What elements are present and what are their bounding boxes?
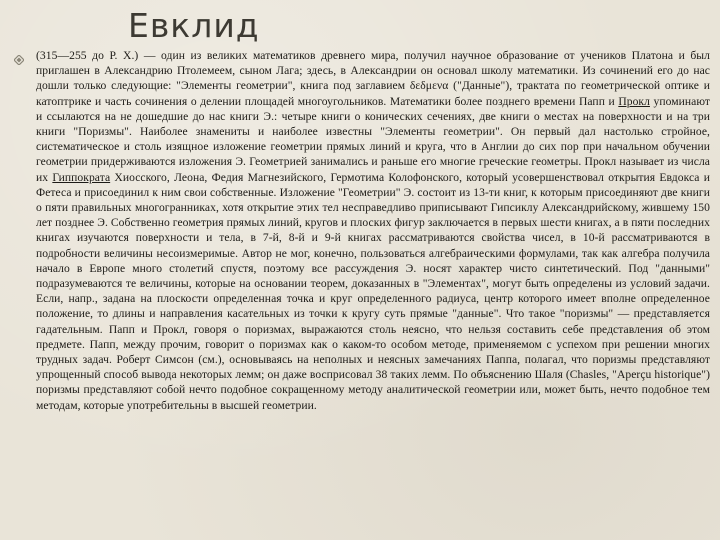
paragraph-part-2: упоминают и ссылаются на не дошедшие до нас книги Э.: четыре книги о конических сечениях, две книги о местах на поверхности и на три книги "Поризмы". Наиболее знамениты и наиболее известны "Элементы геометрии". Он первый дал настолько стройное, систематическое и столь изящное изложение геометрии прямых линий и круга, что в Англии до сих пор при начальном обучении геометрии придерживаются изложения Э. Геометрией занимались и раньше его многие греческие геометры. Прокл называет из числа их [36, 94, 710, 184]
article-paragraph [36, 48, 710, 413]
proclus-link[interactable]: Прокл [618, 94, 650, 108]
diamond-bullet-icon [14, 55, 24, 65]
hippocrates-link[interactable]: Гиппократа [52, 170, 111, 184]
paragraph-part-1: (315—255 до Р. Х.) — один из великих математиков древнего мира, получил научное образование от учеников Платона и был приглашен в Александрию Птолемеем, сыном Лага; здесь, в Александрии он основал школу математики. Из сочинений его до нас дошли только следующие: "Элементы геометрии", книга под заглавием δεδμενα ("Данные"), трактата по геометрической оптике и катоптрике и часть сочинения о делении площадей многоугольников. Математики более позднего времени Папп и [36, 49, 710, 108]
paragraph-part-3: Хиосского, Леона, Федия Магнезийского, Гермотима Колофонского, который усовершенствовал открытия Евдокса и Фетеса и присоединил к ним свои собственные. Изложение "Геометрии" Э. состоит из 13-ти книг, к которым присоединяют две книги о пяти правильных многогранниках, хотя открытие этих тел несправедливо приписывают Гипсиклу Александрийскому, жившему 150 лет позднее Э. Собственно геометрия прямых линий, кругов и плоских фигур заключается в первых шести книгах, а в пяти последних книгах изучаются поверхности и тела, в 7-й, 8-й и 9-й книгах рассматриваются свойства чисел, в 10-й рассматриваются в подробности величины несоизмеримые. Автор не мог, конечно, пользоваться алгебраическими формулами, так как алгебра получила начало в Европе много столетий спустя, поэтому все рассуждения Э. носят характер чисто синтетический. Под "данными" подразумеваются те величины, которые на основании теорем, доказанных в "Элементах", могут быть определены из условий задачи. Если, напр., задана на плоскости определенная точка и круг определенного радиуса, центр которого имеет вполне определенное положение, то длины и направления касательных из точки к кругу суть прямые "данные". Что такое "поризмы" — представляется гадательным. Папп и Прокл, говоря о поризмах, выражаются столь неясно, что нельзя составить себе представления об этом предмете. Папп, между прочим, говорит о поризмах как о каком-то особом методе, применяемом с успехом при решении многих трудных задач. Роберт Симсон (см.), основываясь на неполных и неясных замечаниях Паппа, полагал, что поризмы представляют упрощенный способ вывода некоторых лемм; он даже восприсовал 38 таких лемм. По объяснению Шаля (Chasles, "Aperçu historique") поризмы представляют собой нечто подобное сокращенному методу аналитической геометрии или, может быть, нечто подобное тем методам, которые употребительны в высшей геометрии. [36, 170, 710, 412]
slide-title: Евклид [128, 6, 260, 45]
